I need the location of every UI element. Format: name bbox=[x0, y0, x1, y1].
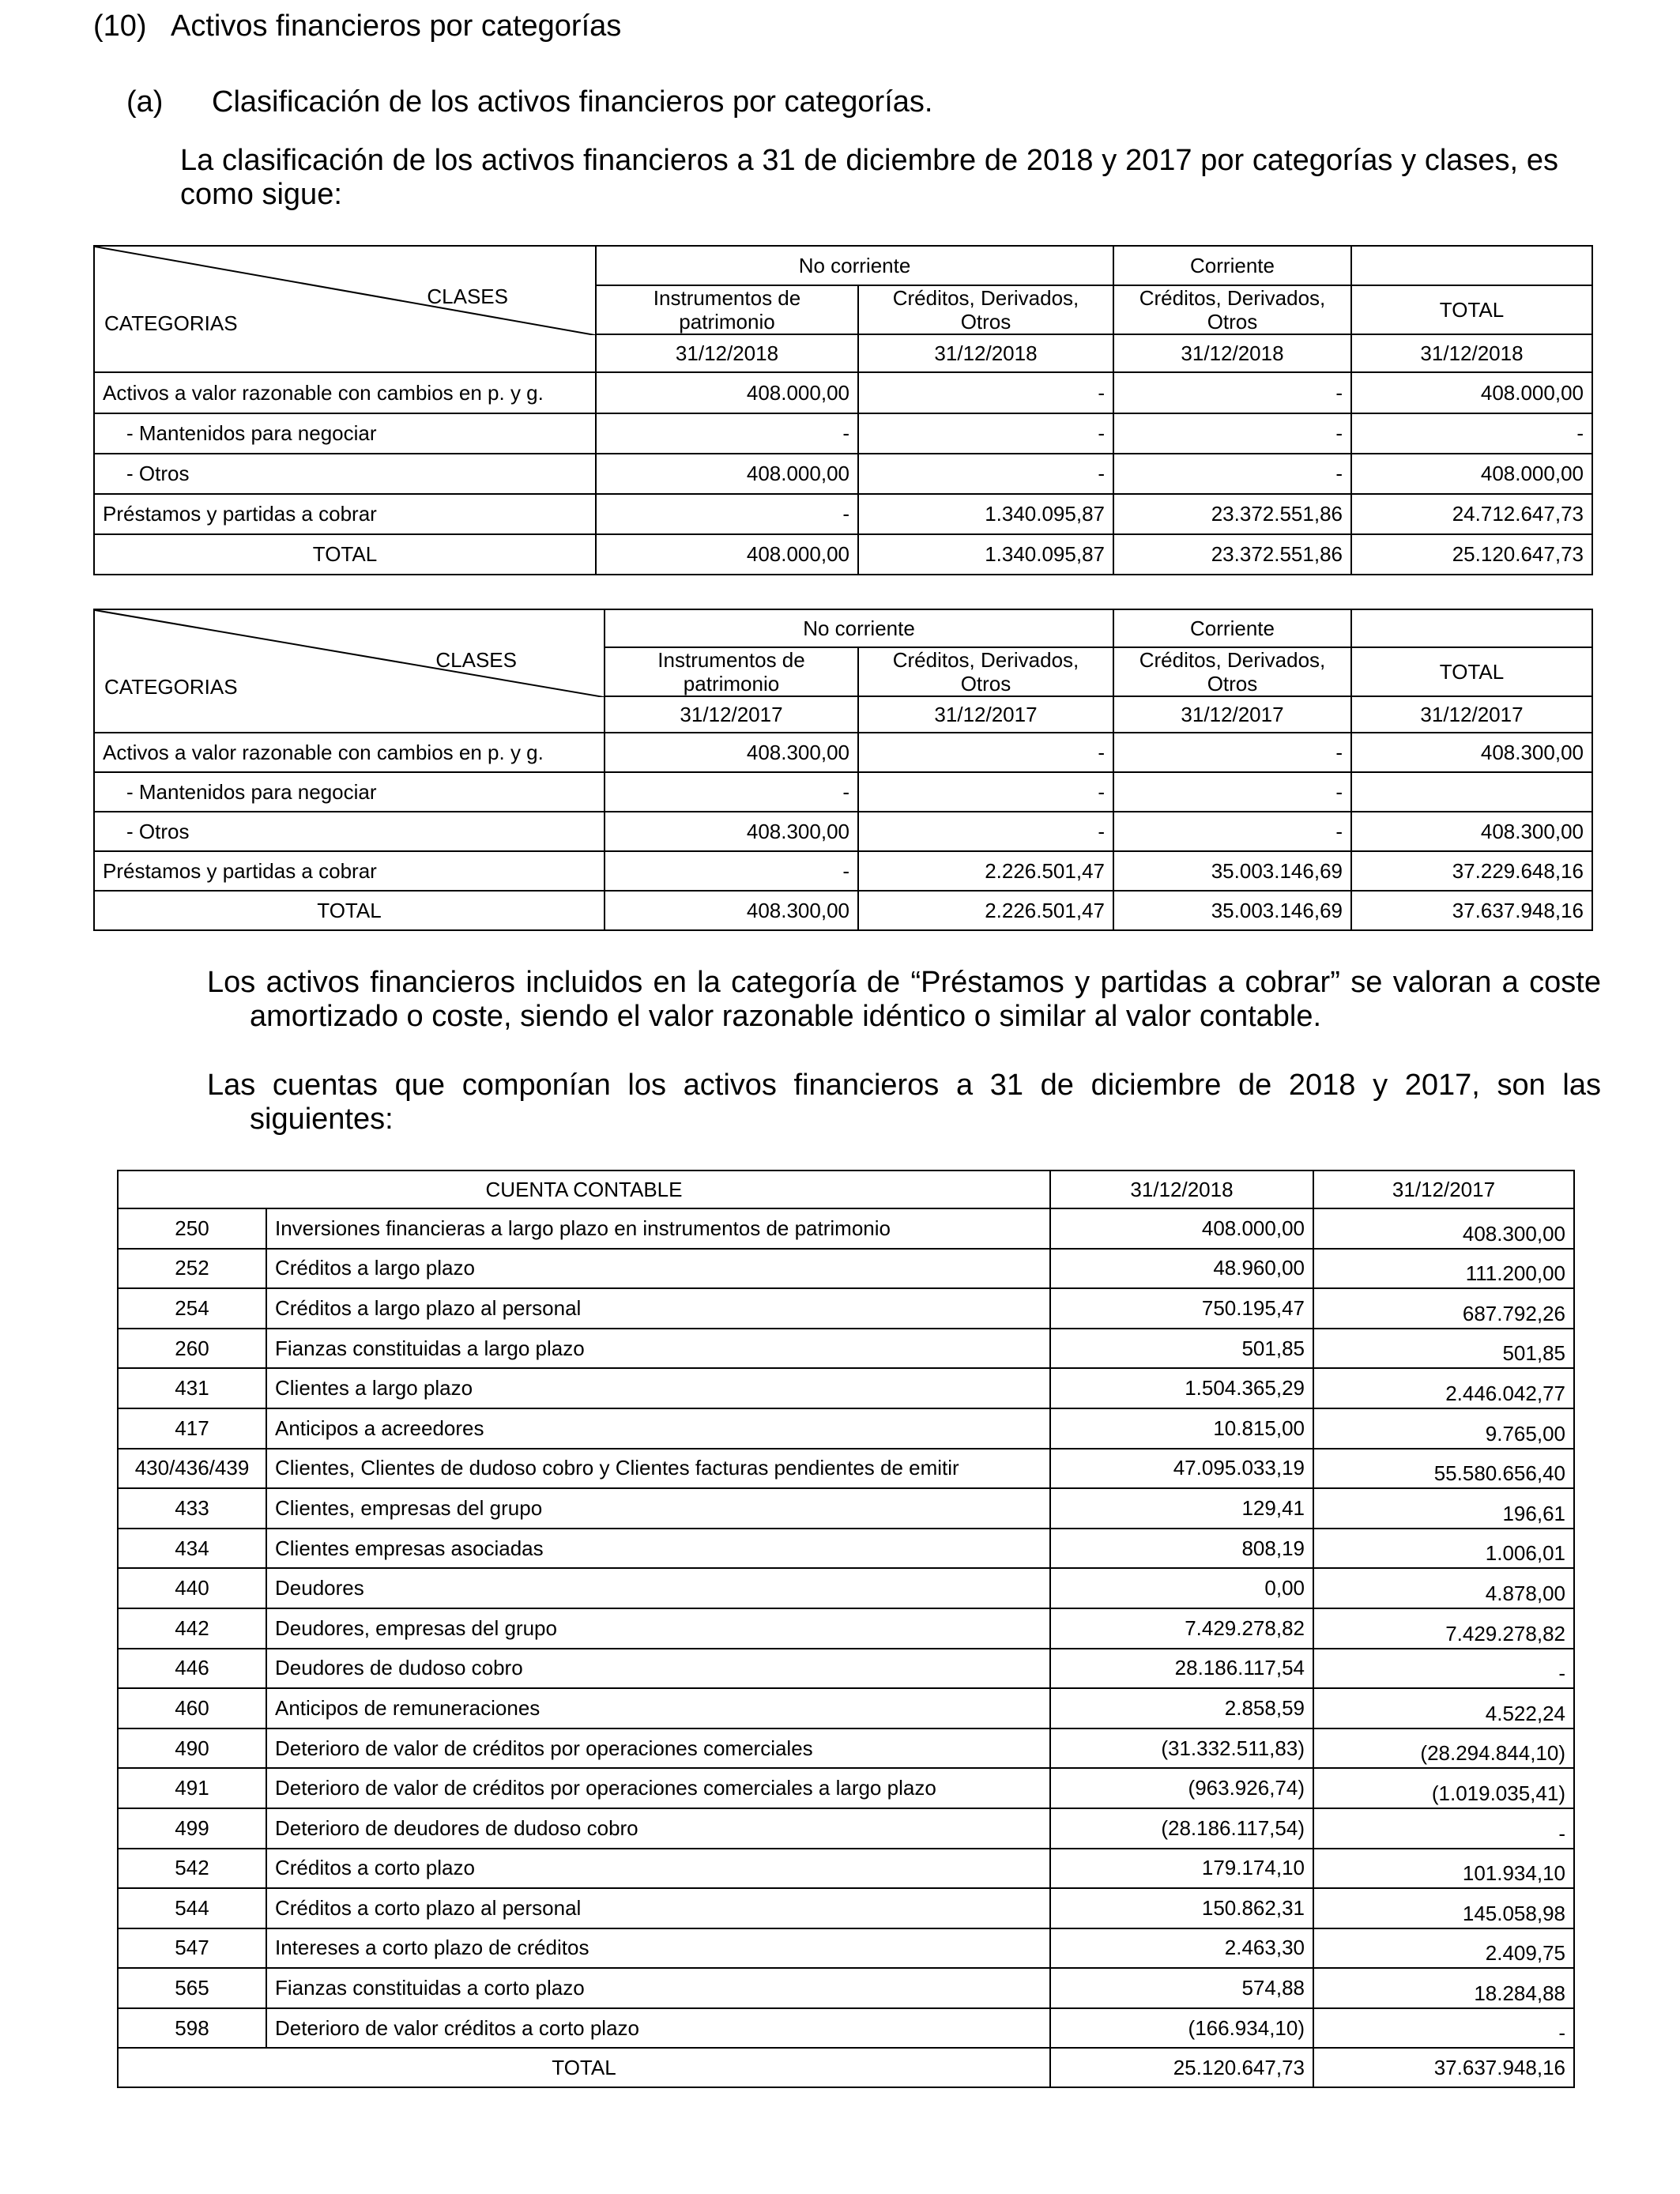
value-2018: 150.862,31 bbox=[1050, 1888, 1313, 1928]
value-cell: 408.000,00 bbox=[596, 454, 858, 494]
date-cell: 31/12/2018 bbox=[1351, 334, 1592, 372]
value-cell: 23.372.551,86 bbox=[1113, 494, 1351, 534]
date-cell: 31/12/2017 bbox=[1351, 696, 1592, 733]
value-2018: (963.926,74) bbox=[1050, 1768, 1313, 1808]
value-cell: 408.300,00 bbox=[605, 891, 858, 930]
value-2017: - bbox=[1313, 1649, 1574, 1689]
value-2017: 196,61 bbox=[1313, 1488, 1574, 1529]
account-description: Intereses a corto plazo de créditos bbox=[266, 1928, 1050, 1969]
col-creditos-c: Créditos, Derivados, Otros bbox=[1113, 285, 1351, 334]
value-cell: - bbox=[1113, 812, 1351, 851]
account-description: Deterioro de valor de créditos por operaciones comerciales a largo plazo bbox=[266, 1768, 1050, 1808]
value-2018: 179.174,10 bbox=[1050, 1849, 1313, 1889]
table-row bbox=[94, 494, 1592, 534]
account-code: 542 bbox=[118, 1849, 266, 1889]
account-code: 565 bbox=[118, 1968, 266, 2008]
group-no-corriente: No corriente bbox=[605, 609, 1113, 647]
categories-label: CATEGORIAS bbox=[104, 675, 238, 699]
account-row bbox=[118, 1368, 1574, 1408]
value-2018: 47.095.033,19 bbox=[1050, 1449, 1313, 1489]
value-2017: 2.446.042,77 bbox=[1313, 1368, 1574, 1408]
col-creditos-nc: Créditos, Derivados, Otros bbox=[858, 647, 1113, 696]
account-row bbox=[118, 1249, 1574, 1289]
value-cell: - bbox=[858, 733, 1113, 772]
account-description: Anticipos de remuneraciones bbox=[266, 1688, 1050, 1728]
account-code: 252 bbox=[118, 1249, 266, 1289]
classification-table-2017 bbox=[93, 609, 1593, 931]
intro-paragraph: La clasificación de los activos financieros a 31 de diciembre de 2018 y 2017 por categorías y clases, es como sigue: bbox=[180, 144, 1558, 211]
account-row bbox=[118, 2008, 1574, 2049]
subsection-title: Clasificación de los activos financieros por categorías. bbox=[212, 85, 933, 119]
value-cell: - bbox=[1351, 413, 1592, 454]
col-creditos-nc: Créditos, Derivados, Otros bbox=[858, 285, 1113, 334]
value-cell: 408.000,00 bbox=[1351, 372, 1592, 413]
value-cell: 37.229.648,16 bbox=[1351, 851, 1592, 891]
value-cell: 25.120.647,73 bbox=[1351, 534, 1592, 575]
account-description: Deudores bbox=[266, 1568, 1050, 1608]
table-row bbox=[94, 812, 1592, 851]
value-2017: 408.300,00 bbox=[1313, 1208, 1574, 1249]
value-cell: 2.226.501,47 bbox=[858, 891, 1113, 930]
col-instrumentos: Instrumentos de patrimonio bbox=[596, 285, 858, 334]
value-2017: (1.019.035,41) bbox=[1313, 1768, 1574, 1808]
value-2018: 1.504.365,29 bbox=[1050, 1368, 1313, 1408]
header-account: CUENTA CONTABLE bbox=[118, 1171, 1050, 1208]
account-code: 431 bbox=[118, 1368, 266, 1408]
value-cell: - bbox=[605, 851, 858, 891]
value-2017: - bbox=[1313, 2008, 1574, 2049]
account-description: Clientes, empresas del grupo bbox=[266, 1488, 1050, 1529]
account-row bbox=[118, 1608, 1574, 1649]
value-2018: 574,88 bbox=[1050, 1968, 1313, 2008]
value-2018: (28.186.117,54) bbox=[1050, 1808, 1313, 1849]
value-2018: 28.186.117,54 bbox=[1050, 1649, 1313, 1689]
account-row bbox=[118, 1329, 1574, 1369]
total-row bbox=[94, 891, 1592, 930]
classes-label: CLASES bbox=[427, 285, 508, 308]
total-label: TOTAL bbox=[118, 2048, 1050, 2087]
value-2018: 808,19 bbox=[1050, 1529, 1313, 1569]
value-2018: 7.429.278,82 bbox=[1050, 1608, 1313, 1649]
row-label: - Mantenidos para negociar bbox=[94, 413, 596, 454]
account-code: 460 bbox=[118, 1688, 266, 1728]
value-cell: - bbox=[605, 772, 858, 812]
value-2018: 750.195,47 bbox=[1050, 1288, 1313, 1329]
value-cell: - bbox=[858, 372, 1113, 413]
account-row bbox=[118, 1888, 1574, 1928]
value-2018: 0,00 bbox=[1050, 1568, 1313, 1608]
account-description: Fianzas constituidas a corto plazo bbox=[266, 1968, 1050, 2008]
value-cell: - bbox=[596, 494, 858, 534]
row-label: - Otros bbox=[94, 812, 605, 851]
account-description: Deterioro de deudores de dudoso cobro bbox=[266, 1808, 1050, 1849]
account-code: 544 bbox=[118, 1888, 266, 1928]
accounts-intro-paragraph: Las cuentas que componían los activos financieros a 31 de diciembre de 2018 y 2017, son las siguientes: bbox=[207, 1069, 1601, 1136]
value-cell: 35.003.146,69 bbox=[1113, 891, 1351, 930]
diagonal-header-cell bbox=[94, 246, 596, 372]
value-2017: 4.878,00 bbox=[1313, 1568, 1574, 1608]
value-2018: 2.858,59 bbox=[1050, 1688, 1313, 1728]
value-2018: 129,41 bbox=[1050, 1488, 1313, 1529]
value-cell: 408.000,00 bbox=[1351, 454, 1592, 494]
diagonal-header-cell bbox=[94, 609, 605, 733]
classification-table-2018 bbox=[93, 245, 1593, 575]
date-cell: 31/12/2017 bbox=[858, 696, 1113, 733]
account-row bbox=[118, 1928, 1574, 1969]
account-row bbox=[118, 1529, 1574, 1569]
date-cell: 31/12/2017 bbox=[605, 696, 858, 733]
total-2017: 37.637.948,16 bbox=[1313, 2048, 1574, 2087]
accounts-table bbox=[117, 1170, 1575, 2088]
account-code: 434 bbox=[118, 1529, 266, 1569]
account-description: Inversiones financieras a largo plazo en instrumentos de patrimonio bbox=[266, 1208, 1050, 1249]
value-cell: 23.372.551,86 bbox=[1113, 534, 1351, 575]
value-2017: - bbox=[1313, 1808, 1574, 1849]
account-code: 491 bbox=[118, 1768, 266, 1808]
account-row bbox=[118, 1808, 1574, 1849]
account-description: Fianzas constituidas a largo plazo bbox=[266, 1329, 1050, 1369]
col-instrumentos: Instrumentos de patrimonio bbox=[605, 647, 858, 696]
table-row bbox=[94, 454, 1592, 494]
col-total: TOTAL bbox=[1351, 285, 1592, 334]
subsection-letter: (a) bbox=[126, 85, 164, 119]
value-cell: - bbox=[1113, 772, 1351, 812]
value-2018: 10.815,00 bbox=[1050, 1408, 1313, 1449]
account-code: 430/436/439 bbox=[118, 1449, 266, 1489]
value-cell: 408.300,00 bbox=[1351, 733, 1592, 772]
value-cell: - bbox=[1113, 733, 1351, 772]
date-cell: 31/12/2018 bbox=[1113, 334, 1351, 372]
value-cell: - bbox=[1113, 372, 1351, 413]
table-row bbox=[94, 733, 1592, 772]
value-2018: 501,85 bbox=[1050, 1329, 1313, 1369]
account-description: Deudores, empresas del grupo bbox=[266, 1608, 1050, 1649]
account-row bbox=[118, 1208, 1574, 1249]
value-2017: 9.765,00 bbox=[1313, 1408, 1574, 1449]
account-code: 442 bbox=[118, 1608, 266, 1649]
value-2017: 55.580.656,40 bbox=[1313, 1449, 1574, 1489]
account-description: Créditos a corto plazo bbox=[266, 1849, 1050, 1889]
value-cell bbox=[1351, 772, 1592, 812]
account-description: Créditos a largo plazo al personal bbox=[266, 1288, 1050, 1329]
row-label: TOTAL bbox=[94, 534, 596, 575]
value-2017: 4.522,24 bbox=[1313, 1688, 1574, 1728]
account-row bbox=[118, 1449, 1574, 1489]
value-cell: 2.226.501,47 bbox=[858, 851, 1113, 891]
value-cell: - bbox=[596, 413, 858, 454]
total-row bbox=[118, 2048, 1574, 2087]
valuation-paragraph: Los activos financieros incluidos en la categoría de “Préstamos y partidas a cobrar” se valoran a coste amortizado o coste, siendo el valor razonable idéntico o similar al valor contable. bbox=[207, 966, 1601, 1033]
account-description: Deterioro de valor de créditos por operaciones comerciales bbox=[266, 1728, 1050, 1769]
subsection-heading bbox=[126, 85, 932, 119]
account-description: Deterioro de valor créditos a corto plazo bbox=[266, 2008, 1050, 2049]
total-row bbox=[94, 534, 1592, 575]
account-row bbox=[118, 1568, 1574, 1608]
value-cell: - bbox=[858, 413, 1113, 454]
value-2017: 7.429.278,82 bbox=[1313, 1608, 1574, 1649]
group-corriente: Corriente bbox=[1113, 246, 1351, 285]
account-description: Clientes, Clientes de dudoso cobro y Clientes facturas pendientes de emitir bbox=[266, 1449, 1050, 1489]
account-code: 490 bbox=[118, 1728, 266, 1769]
value-cell: - bbox=[858, 772, 1113, 812]
value-2017: 111.200,00 bbox=[1313, 1249, 1574, 1289]
section-number: (10) bbox=[93, 9, 147, 43]
account-code: 446 bbox=[118, 1649, 266, 1689]
account-description: Deudores de dudoso cobro bbox=[266, 1649, 1050, 1689]
value-2018: (166.934,10) bbox=[1050, 2008, 1313, 2049]
account-row bbox=[118, 1849, 1574, 1889]
section-heading bbox=[93, 9, 621, 43]
value-2017: 501,85 bbox=[1313, 1329, 1574, 1369]
account-row bbox=[118, 1408, 1574, 1449]
value-2018: 408.000,00 bbox=[1050, 1208, 1313, 1249]
date-cell: 31/12/2018 bbox=[858, 334, 1113, 372]
value-2017: (28.294.844,10) bbox=[1313, 1728, 1574, 1769]
empty-header-cell bbox=[1351, 609, 1592, 647]
header-2018: 31/12/2018 bbox=[1050, 1171, 1313, 1208]
empty-header-cell bbox=[1351, 246, 1592, 285]
header-2017: 31/12/2017 bbox=[1313, 1171, 1574, 1208]
account-code: 547 bbox=[118, 1928, 266, 1969]
value-2017: 145.058,98 bbox=[1313, 1888, 1574, 1928]
account-row bbox=[118, 1968, 1574, 2008]
table-row bbox=[94, 772, 1592, 812]
row-label: Activos a valor razonable con cambios en p. y g. bbox=[94, 733, 605, 772]
value-cell: - bbox=[858, 812, 1113, 851]
account-description: Créditos a largo plazo bbox=[266, 1249, 1050, 1289]
value-2017: 1.006,01 bbox=[1313, 1529, 1574, 1569]
date-cell: 31/12/2017 bbox=[1113, 696, 1351, 733]
value-cell: 1.340.095,87 bbox=[858, 494, 1113, 534]
value-cell: 1.340.095,87 bbox=[858, 534, 1113, 575]
account-row bbox=[118, 1688, 1574, 1728]
account-description: Anticipos a acreedores bbox=[266, 1408, 1050, 1449]
value-cell: 24.712.647,73 bbox=[1351, 494, 1592, 534]
row-label: Activos a valor razonable con cambios en p. y g. bbox=[94, 372, 596, 413]
account-row bbox=[118, 1649, 1574, 1689]
value-cell: 37.637.948,16 bbox=[1351, 891, 1592, 930]
account-code: 417 bbox=[118, 1408, 266, 1449]
classes-label: CLASES bbox=[435, 648, 517, 672]
account-code: 499 bbox=[118, 1808, 266, 1849]
row-label: Préstamos y partidas a cobrar bbox=[94, 494, 596, 534]
col-total: TOTAL bbox=[1351, 647, 1592, 696]
account-description: Clientes a largo plazo bbox=[266, 1368, 1050, 1408]
account-code: 250 bbox=[118, 1208, 266, 1249]
account-row bbox=[118, 1488, 1574, 1529]
account-code: 440 bbox=[118, 1568, 266, 1608]
value-cell: - bbox=[1113, 413, 1351, 454]
value-2017: 687.792,26 bbox=[1313, 1288, 1574, 1329]
row-label: TOTAL bbox=[94, 891, 605, 930]
value-cell: 408.300,00 bbox=[1351, 812, 1592, 851]
value-cell: 408.000,00 bbox=[596, 534, 858, 575]
value-2017: 18.284,88 bbox=[1313, 1968, 1574, 2008]
value-cell: 408.300,00 bbox=[605, 812, 858, 851]
account-code: 254 bbox=[118, 1288, 266, 1329]
account-row bbox=[118, 1288, 1574, 1329]
value-2017: 101.934,10 bbox=[1313, 1849, 1574, 1889]
value-cell: 408.000,00 bbox=[596, 372, 858, 413]
categories-label: CATEGORIAS bbox=[104, 311, 238, 335]
account-row bbox=[118, 1768, 1574, 1808]
value-cell: - bbox=[1113, 454, 1351, 494]
account-description: Créditos a corto plazo al personal bbox=[266, 1888, 1050, 1928]
value-2018: 48.960,00 bbox=[1050, 1249, 1313, 1289]
account-code: 433 bbox=[118, 1488, 266, 1529]
account-description: Clientes empresas asociadas bbox=[266, 1529, 1050, 1569]
value-cell: - bbox=[858, 454, 1113, 494]
value-2018: 2.463,30 bbox=[1050, 1928, 1313, 1969]
col-creditos-c: Créditos, Derivados, Otros bbox=[1113, 647, 1351, 696]
section-title: Activos financieros por categorías bbox=[171, 9, 622, 43]
table-row bbox=[94, 372, 1592, 413]
group-corriente: Corriente bbox=[1113, 609, 1351, 647]
table-row bbox=[94, 851, 1592, 891]
value-cell: 408.300,00 bbox=[605, 733, 858, 772]
account-code: 598 bbox=[118, 2008, 266, 2049]
row-label: Préstamos y partidas a cobrar bbox=[94, 851, 605, 891]
total-2018: 25.120.647,73 bbox=[1050, 2048, 1313, 2087]
group-no-corriente: No corriente bbox=[596, 246, 1113, 285]
account-code: 260 bbox=[118, 1329, 266, 1369]
row-label: - Mantenidos para negociar bbox=[94, 772, 605, 812]
value-2017: 2.409,75 bbox=[1313, 1928, 1574, 1969]
table-row bbox=[94, 413, 1592, 454]
value-2018: (31.332.511,83) bbox=[1050, 1728, 1313, 1769]
row-label: - Otros bbox=[94, 454, 596, 494]
account-row bbox=[118, 1728, 1574, 1769]
value-cell: 35.003.146,69 bbox=[1113, 851, 1351, 891]
date-cell: 31/12/2018 bbox=[596, 334, 858, 372]
